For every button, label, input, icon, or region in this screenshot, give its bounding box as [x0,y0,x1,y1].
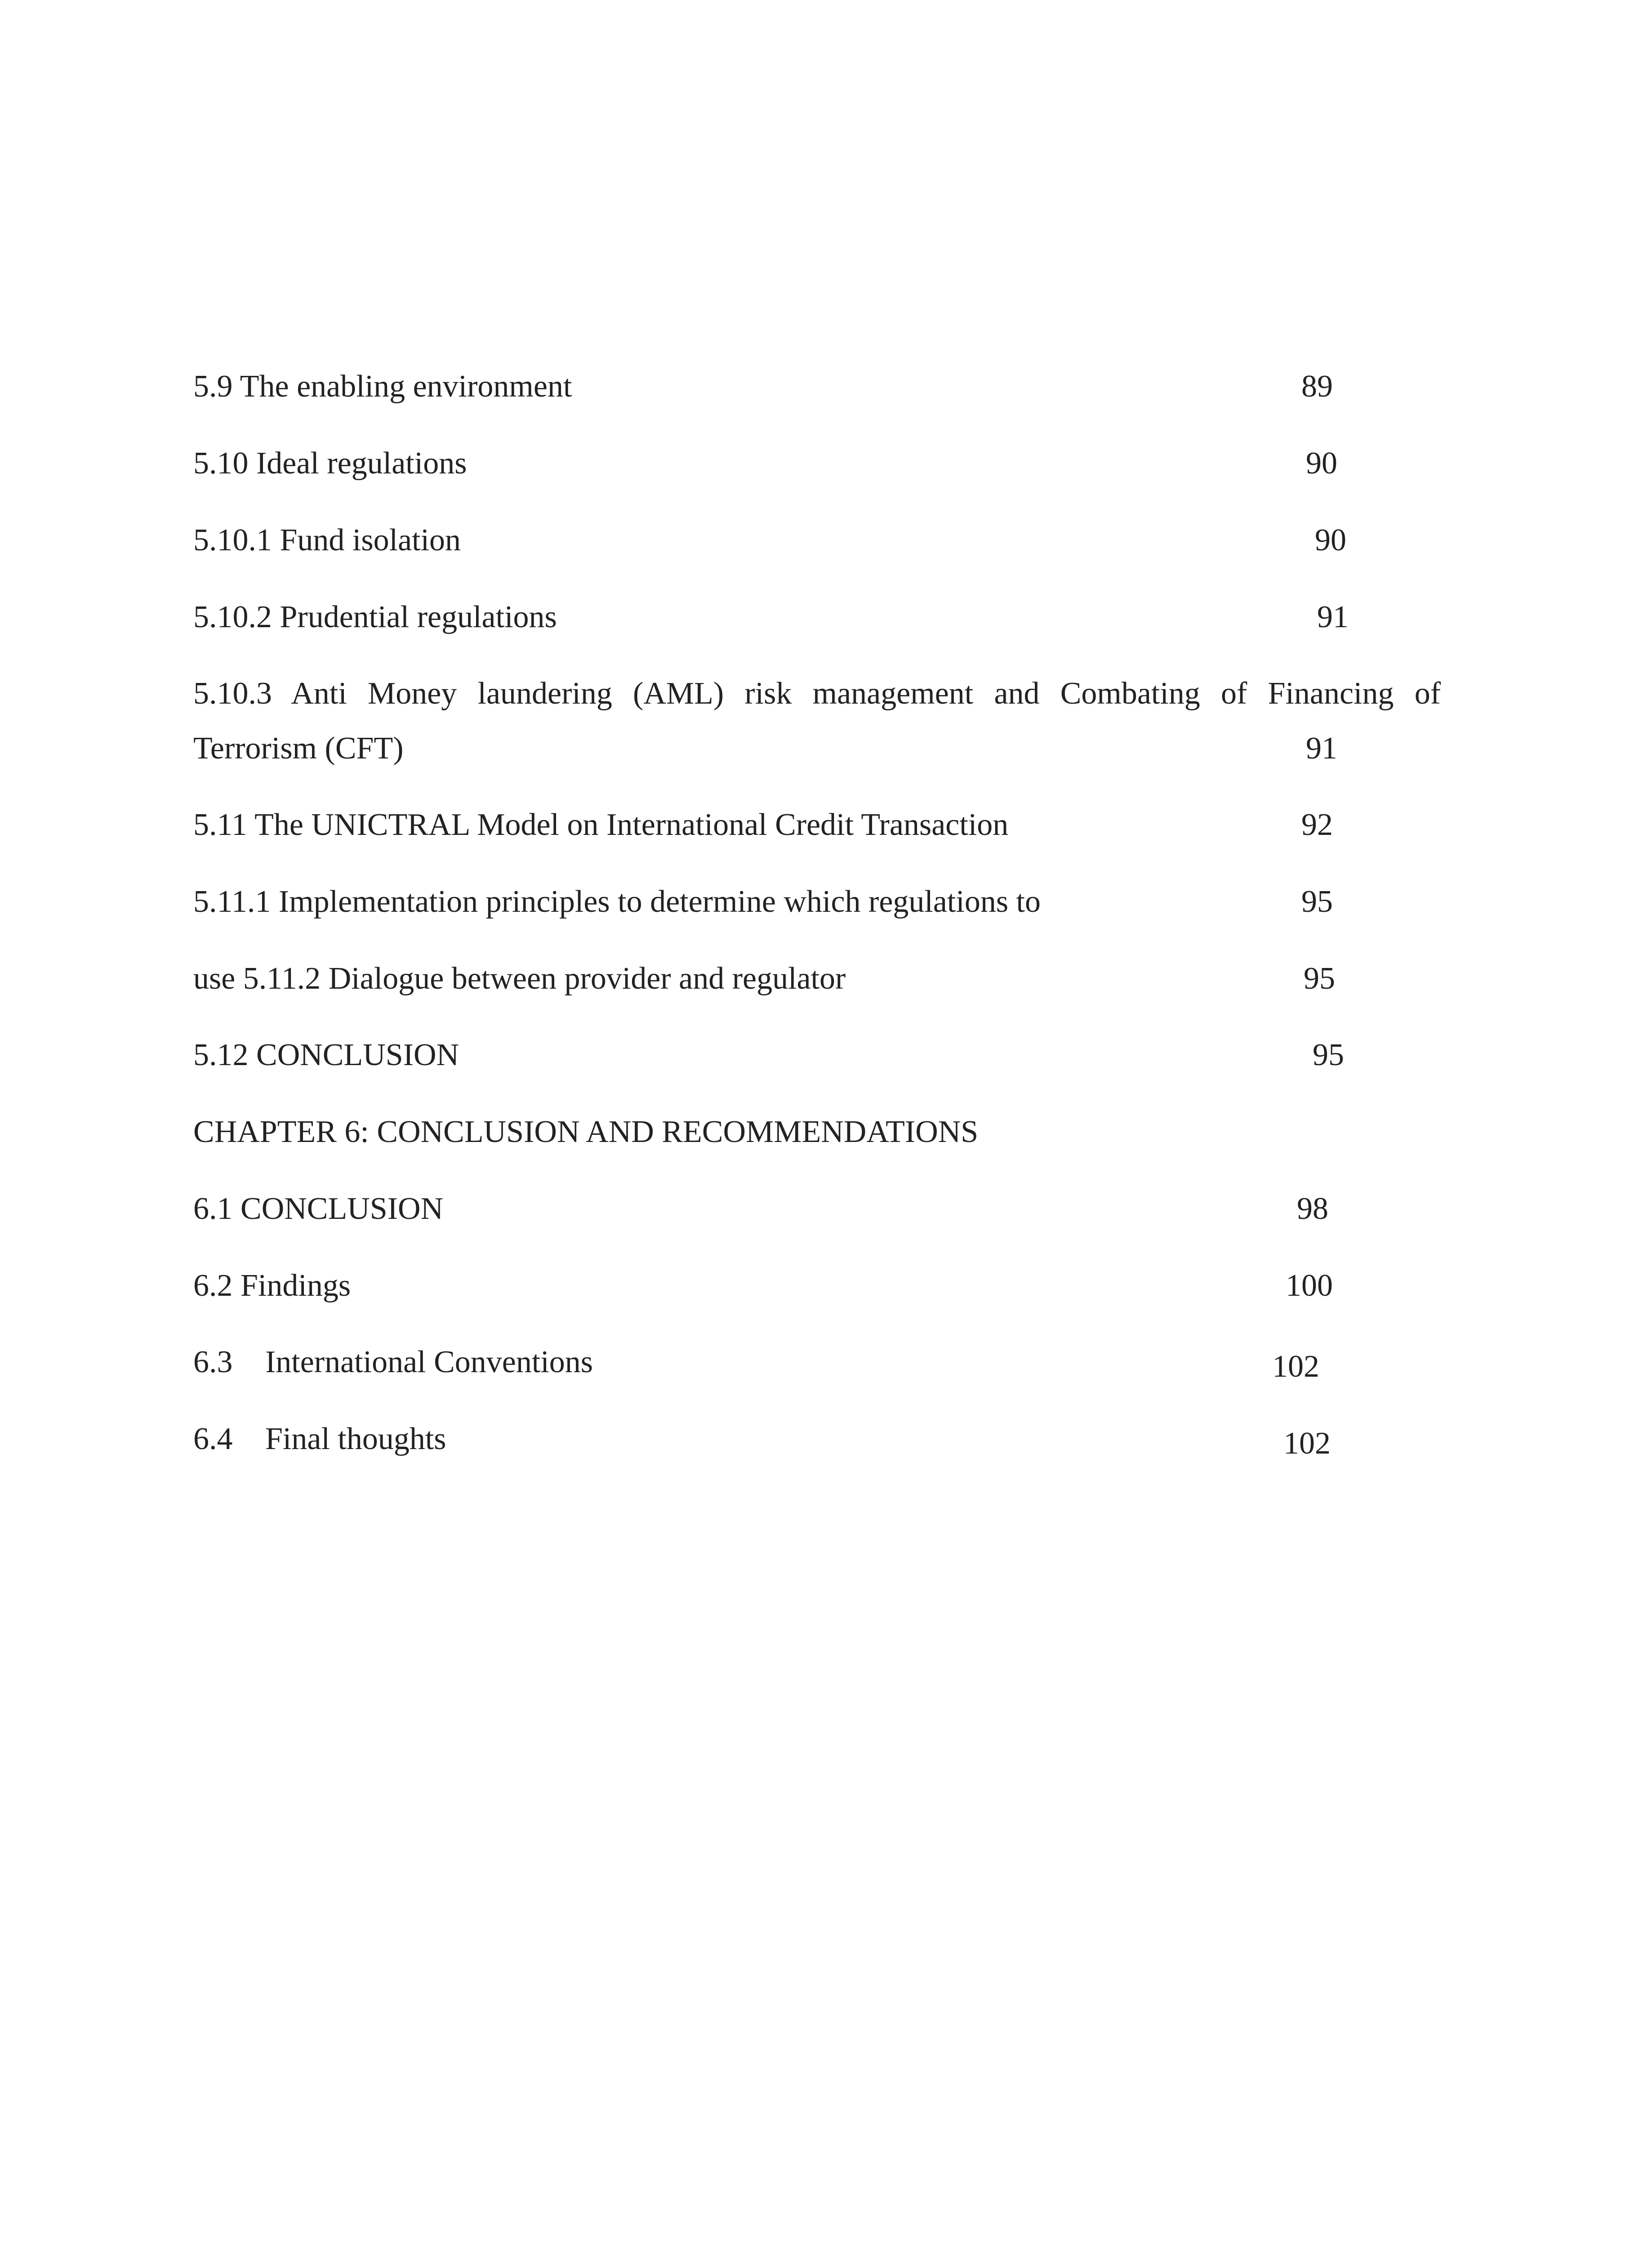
toc-entry-title [193,1423,446,1455]
toc-entry-page: 95 [1301,884,1333,919]
toc-entry-page: 102 [1283,1426,1331,1461]
toc-entry-title [193,1347,593,1378]
toc-entry-page: 102 [1272,1349,1319,1384]
toc-entry-title: 5.9 The enabling environment [193,369,572,404]
toc-entry-text: Final thoughts [265,1422,446,1456]
toc-entry-title-line1: 5.10.3 Anti Money laundering (AML) risk management and Combating of Financing of [193,676,1441,711]
toc-entry-title: 5.10.1 Fund isolation [193,523,461,558]
toc-entry-page: 95 [1313,1038,1344,1072]
toc-entry-page: 95 [1304,961,1335,996]
toc-entry-page: 89 [1301,369,1333,404]
toc-entry-number: 6.4 [193,1422,233,1456]
toc-entry-text: International Conventions [265,1345,593,1379]
toc-entry-title-line2: Terrorism (CFT) [193,731,404,766]
toc-entry-page: 90 [1315,523,1346,558]
toc-entry-page: 100 [1286,1268,1333,1303]
chapter-heading: CHAPTER 6: CONCLUSION AND RECOMMENDATIONS [193,1115,979,1149]
toc-entry-page: 90 [1306,446,1337,481]
toc-entry-title: 6.2 Findings [193,1268,351,1303]
toc-entry-page: 92 [1301,807,1333,842]
toc-entry-title: 5.11.1 Implementation principles to determine which regulations to [193,884,1041,919]
toc-entry-title: 5.10 Ideal regulations [193,446,467,481]
toc-entry-number: 6.3 [193,1345,233,1379]
toc-entry-page: 91 [1317,600,1349,634]
toc-entry-title: 5.12 CONCLUSION [193,1038,459,1072]
toc-entry-title: 5.10.2 Prudential regulations [193,600,557,634]
toc-entry-title: 6.1 CONCLUSION [193,1191,444,1226]
toc-entry-title: use 5.11.2 Dialogue between provider and regulator [193,961,846,996]
toc-entry-title: 5.11 The UNICTRAL Model on International Credit Transaction [193,807,1009,842]
toc-entry-page: 98 [1297,1191,1328,1226]
toc-entry-page: 91 [1306,731,1337,766]
